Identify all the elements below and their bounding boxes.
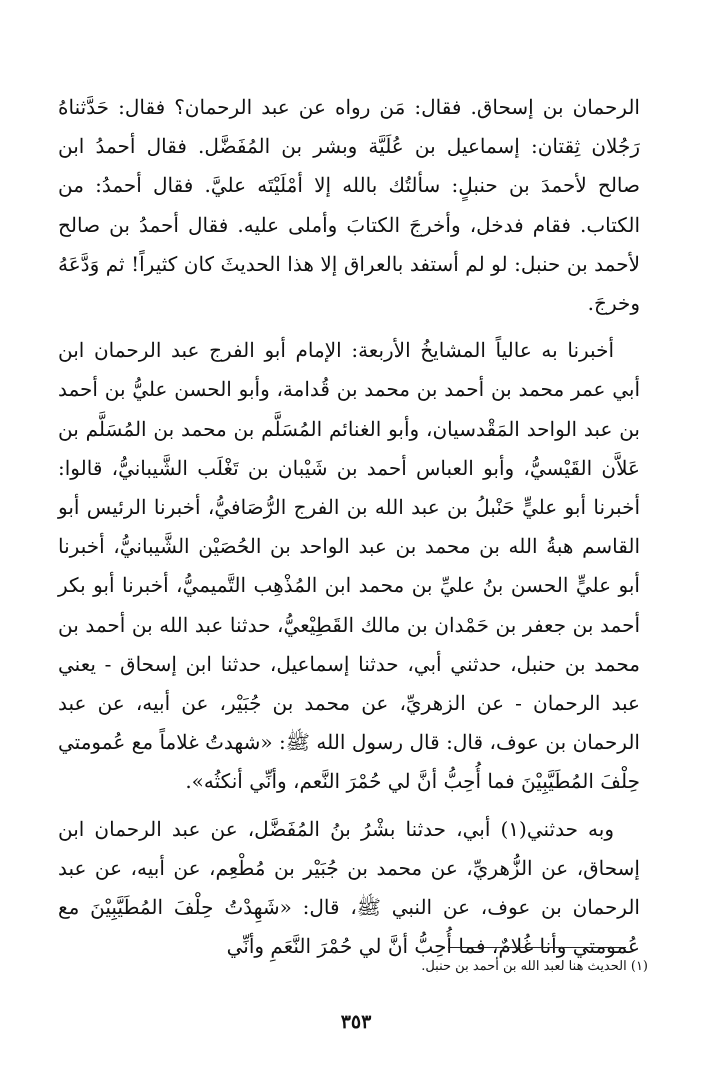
footnote-divider — [448, 947, 626, 948]
body-text — [58, 88, 640, 966]
footnote: (١) الحديث هنا لعبد الله بن أحمد بن حنبل. — [421, 959, 648, 974]
paragraph-continuation: الرحمان بن إسحاق. فقال: مَن رواه عن عبد الرحمان؟ فقال: حَدَّثناهُ رَجُلان ثِقتان: إسماعيل بن عُلَيَّة وبشر بن المُفَضَّل. فقال أحمدُ ابن صالح لأحمدَ بن حنبلٍ: سألتُك بالله إلا أمْلَيْتَه عليَّ. فقال أحمدُ: من الكتاب. فقام فدخل، وأخرجَ الكتابَ وأملى عليه. فقال أحمدُ بن صالح لأحمد بن حنبل: لو لم أستفد بالعراق إلا هذا الحديثَ كان كثيراً! ثم وَدَّعَهُ وخرجَ. — [58, 95, 640, 316]
page-number: ٣٥٣ — [340, 1011, 372, 1033]
paragraph-isnad: أخبرنا به عالياً المشايخُ الأربعة: الإمام أبو الفرج عبد الرحمان ابن أبي عمر محمد بن أحمد بن محمد بن قُدامة، وأبو الحسن عليُّ بن أحمد بن عبد الواحد المَقْدسيان، وأبو الغنائم المُسَلَّم بن محمد بن المُسَلَّم بن عَلاَّن القَيْسيُّ، وأبو العباس أحمد بن شَيْبان بن تَغْلَب الشَّيبانيُّ، قالوا: أخبرنا أبو عليٍّ حَنْبلُ بن عبد الله بن الفرج الرُّصَافيُّ، أخبرنا الرئيس أبو القاسم هبةُ الله بن محمد بن عبد الواحد بن الحُصَيْن الشَّيبانيُّ، أخبرنا أبو عليٍّ الحسن بنُ عليِّ بن محمد ابن المُذْهِب التَّميميُّ، أخبرنا أبو بكر أحمد بن جعفر بن حَمْدان بن مالك القَطِيْعيُّ، حدثنا عبد الله بن أحمد بن محمد بن حنبل، حدثني أبي، حدثنا إسماعيل، حدثنا ابن إسحاق - يعني عبد الرحمان - عن الزهريِّ، عن محمد بن جُبَيْر، عن أبيه، عن عبد الرحمان بن عوف، قال: قال رسول الله ﷺ: «شهدتُ غلاماً مع عُمومتي حِلْفَ المُطَيَّبِيْنَ فما أُحِبُّ أنَّ لي حُمْرَ النَّعم، وأنِّي أنكثُه». — [58, 338, 640, 794]
paragraph-second-narration: وبه حدثني(١) أبي، حدثنا بشْرُ بنُ المُفَضَّل، عن عبد الرحمان ابن إسحاق، عن الزُّهريِّ، عن محمد بن جُبَيْر بن مُطْعِم، عن أبيه، عن عبد الرحمان بن عوف، عن النبي ﷺ، قال: «شَهِدْتُ حِلْفَ المُطَيَّبِيْنَ مع عُمومتي وأنا غُلامٌ، فما أُحِبُّ أنَّ لي حُمْرَ النَّعَمِ وأنِّي — [58, 816, 640, 959]
